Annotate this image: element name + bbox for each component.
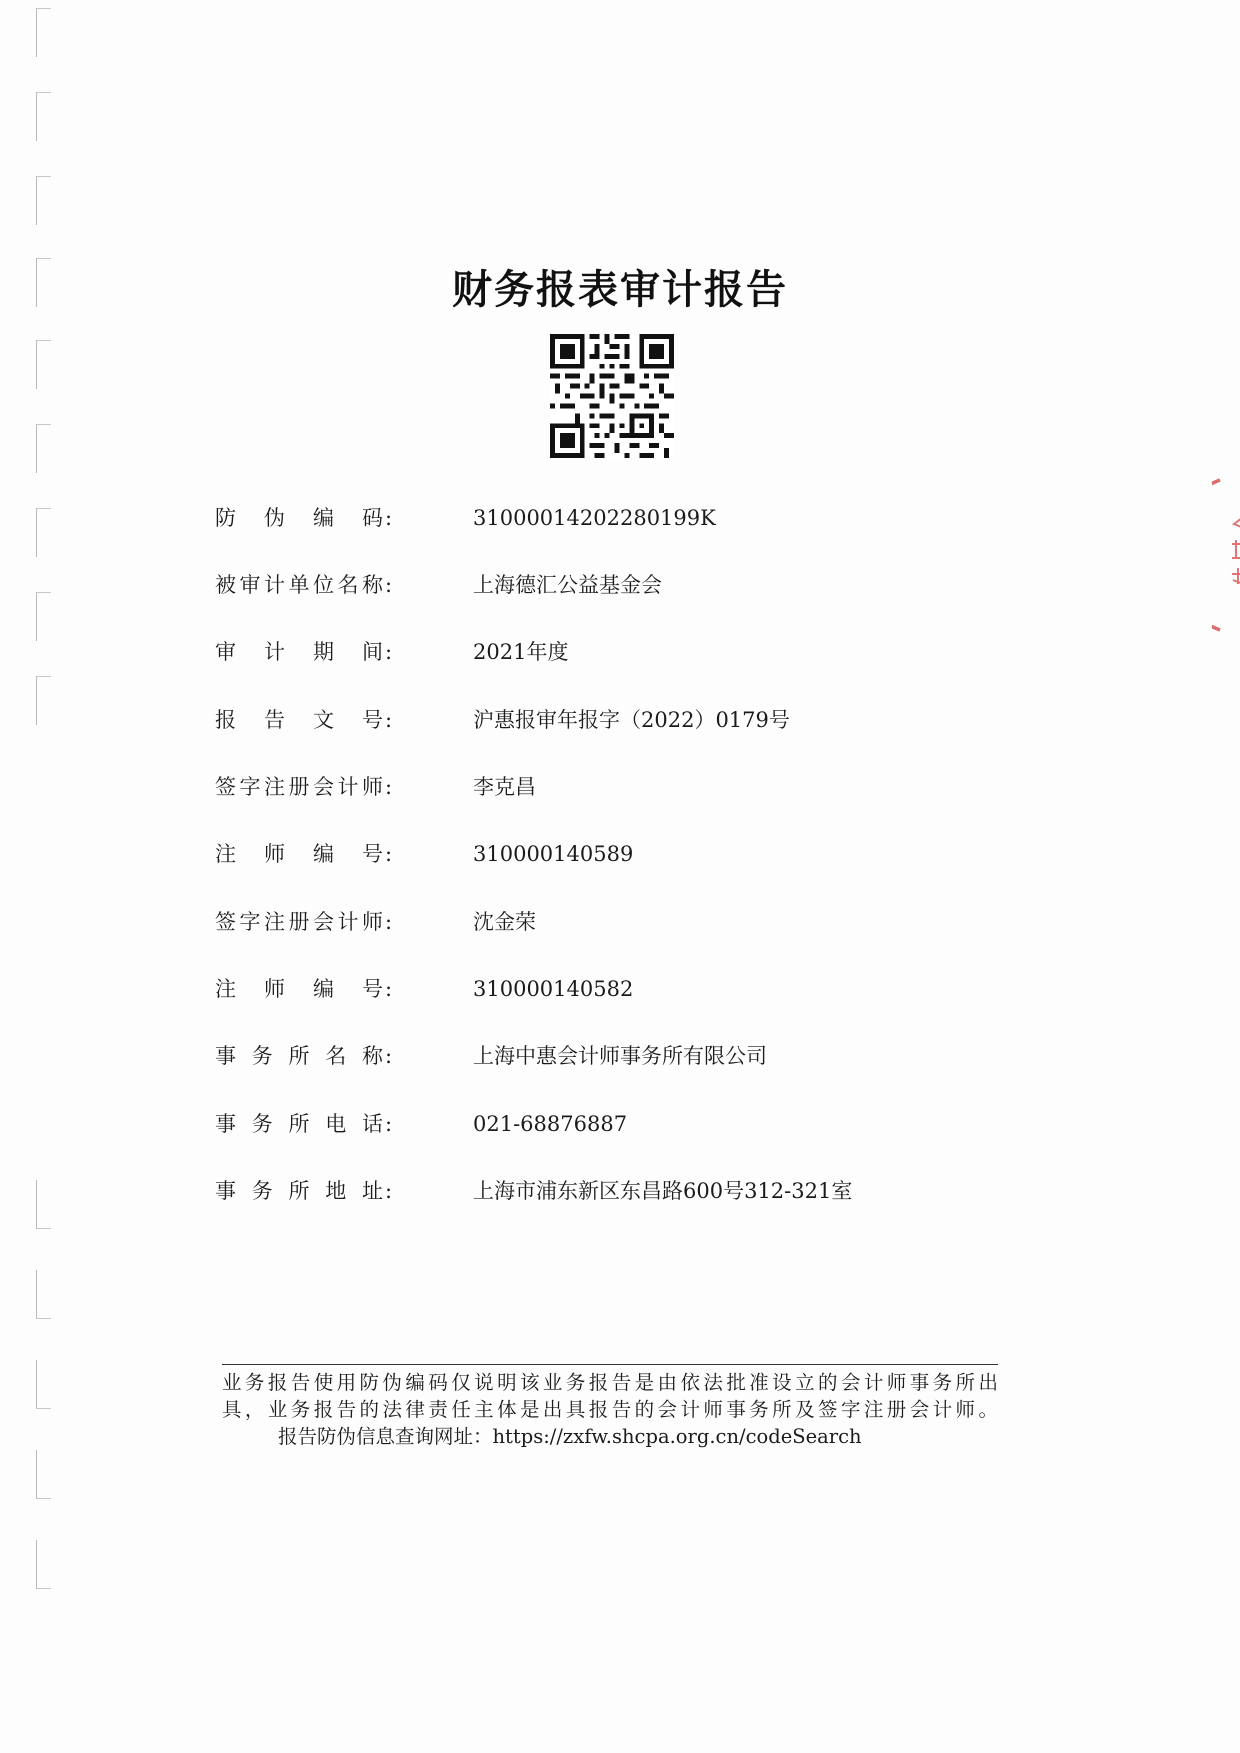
- field-value: 沈金荣: [473, 910, 536, 934]
- field-label: 审计期间: [215, 640, 383, 664]
- qr-code-icon[interactable]: [550, 334, 674, 458]
- field-value: 2021年度: [473, 640, 569, 664]
- footer-line: 业务报告使用防伪编码仅说明该业务报告是由依法批准设立的会计师事务所出: [222, 1371, 998, 1394]
- field-label: 签字注册会计师: [215, 910, 383, 934]
- field-row-signing-cpa-1: [215, 769, 1115, 805]
- footer-line: 具，业务报告的法律责任主体是出具报告的会计师事务所及签字注册会计师。: [222, 1398, 998, 1421]
- field-value: 李克昌: [473, 775, 536, 799]
- field-row-signing-cpa-2: [215, 904, 1115, 940]
- field-label: 注师编号: [215, 842, 383, 866]
- field-colon: :: [385, 1179, 393, 1203]
- binding-mark: [36, 340, 51, 389]
- field-row-anti-counterfeit-code: [215, 500, 1115, 536]
- field-value: 31000014202280199K: [473, 506, 716, 530]
- field-value: 310000140589: [473, 842, 634, 866]
- field-label: 被审计单位名称: [215, 573, 383, 597]
- binding-mark: [36, 1180, 51, 1229]
- field-label: 事务所名称: [215, 1044, 383, 1068]
- page-title: 财务报表审计报告: [452, 266, 788, 313]
- field-row-audited-entity: [215, 567, 1115, 603]
- field-colon: :: [385, 977, 393, 1001]
- field-value: 上海德汇公益基金会: [473, 573, 662, 597]
- field-row-firm-phone: [215, 1106, 1115, 1142]
- field-value: 310000140582: [473, 977, 634, 1001]
- field-row-audit-period: [215, 634, 1115, 670]
- footer-notice: [222, 1364, 998, 1450]
- binding-mark: [36, 92, 51, 141]
- binding-mark: [36, 176, 51, 225]
- field-row-cpa-number-1: [215, 836, 1115, 872]
- binding-mark: [36, 424, 51, 473]
- field-colon: :: [385, 775, 393, 799]
- field-colon: :: [385, 1044, 393, 1068]
- binding-mark: [36, 1360, 51, 1409]
- binding-mark: [36, 508, 51, 557]
- binding-mark: [36, 1450, 51, 1499]
- field-row-firm-address: [215, 1173, 1115, 1209]
- field-value: 沪惠报审年报字（2022）0179号: [473, 708, 790, 732]
- field-label: 报告文号: [215, 708, 383, 732]
- field-label: 注师编号: [215, 977, 383, 1001]
- field-colon: :: [385, 506, 393, 530]
- binding-mark: [36, 592, 51, 641]
- field-colon: :: [385, 842, 393, 866]
- field-colon: :: [385, 1112, 393, 1136]
- binding-mark: [36, 8, 51, 57]
- field-label: 防伪编码: [215, 506, 383, 530]
- field-value: 021-68876887: [473, 1112, 628, 1136]
- field-label: 事务所地址: [215, 1179, 383, 1203]
- field-row-firm-name: [215, 1038, 1115, 1074]
- field-colon: :: [385, 640, 393, 664]
- field-value: 上海中惠会计师事务所有限公司: [473, 1044, 767, 1068]
- binding-mark: [36, 676, 51, 725]
- footer-query-url[interactable]: 报告防伪信息查询网址：https://zxfw.shcpa.org.cn/codeSearch: [278, 1425, 862, 1448]
- binding-mark: [36, 1270, 51, 1319]
- field-row-cpa-number-2: [215, 971, 1115, 1007]
- red-seal-stamp-icon: [1212, 470, 1240, 640]
- field-value: 上海市浦东新区东昌路600号312-321室: [473, 1179, 853, 1203]
- field-colon: :: [385, 573, 393, 597]
- field-colon: :: [385, 910, 393, 934]
- field-label: 签字注册会计师: [215, 775, 383, 799]
- field-label: 事务所电话: [215, 1112, 383, 1136]
- field-colon: :: [385, 708, 393, 732]
- binding-mark: [36, 1540, 51, 1589]
- field-row-report-number: [215, 702, 1115, 738]
